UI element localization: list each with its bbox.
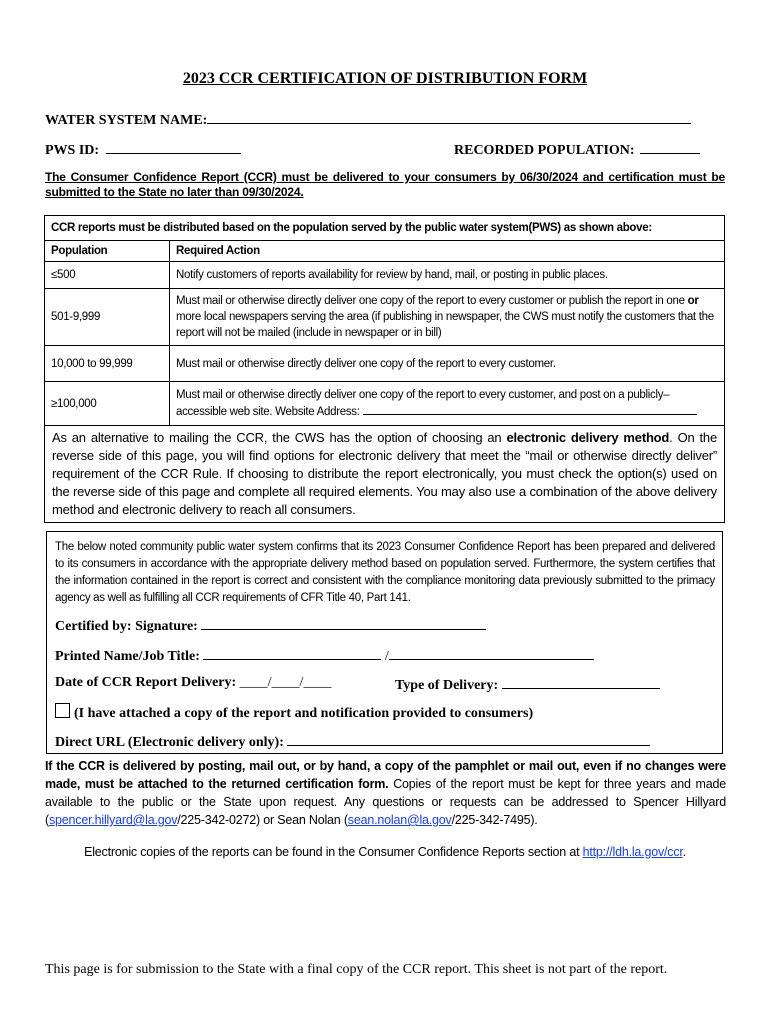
printed-name-row	[55, 646, 594, 665]
certified-by-label: Certified by: Signature:	[55, 619, 198, 634]
email-link-spencer[interactable]: spencer.hillyard@la.gov	[48, 813, 178, 827]
water-system-name-field[interactable]	[207, 110, 691, 124]
email-link-sean[interactable]: sean.nolan@la.gov	[347, 813, 452, 827]
printed-name-separator: /	[384, 649, 389, 664]
electronic-delivery-alternative: As an alternative to mailing the CCR, the CWS has the option of choosing an electronic delivery method. On the reverse side of this page, you will find options for electronic delivery that meet the “mail or otherwise directly deliver” requirement of the CCR Rule. If choosing to distribute the report electronically, you must check the option(s) used on the reverse side of this page and complete all required elements. You may also use a combination of the above delivery method and electronic delivery to reach all consumers.	[45, 426, 725, 523]
action-cell: Must mail or otherwise directly deliver one copy of the report to every customer or publish the report in one or more local newspapers serving the area (if publishing in newspaper, the CWS must notify the customers that the report will not be mailed (include in newspaper or in bill)	[170, 289, 725, 346]
deadline-notice: The Consumer Confidence Report (CCR) must be delivered to your consumers by 06/30/2024 and certification must be submitted to the State no later than 09/30/2024.	[45, 170, 725, 199]
printed-name-label: Printed Name/Job Title:	[55, 649, 200, 664]
pws-id-field[interactable]	[106, 140, 241, 154]
pws-id-label: PWS ID:	[45, 143, 100, 158]
signature-row	[55, 616, 486, 635]
direct-url-field[interactable]	[287, 732, 650, 746]
ccr-website-link[interactable]: http://ldh.la.gov/ccr	[582, 845, 683, 859]
attached-copy-row	[55, 703, 533, 722]
table-row	[45, 262, 725, 289]
population-cell: 10,000 to 99,999	[45, 346, 170, 382]
water-system-name-label: WATER SYSTEM NAME:	[45, 113, 208, 128]
delivery-type-row	[395, 675, 660, 694]
recorded-population-field[interactable]	[640, 140, 700, 154]
table-row	[45, 346, 725, 382]
printed-name-field[interactable]	[203, 646, 381, 660]
website-address-field[interactable]	[363, 403, 697, 415]
direct-url-row	[55, 732, 650, 751]
table-row	[45, 382, 725, 426]
delivery-date-field[interactable]: ____/____/____	[239, 675, 332, 690]
action-cell: Must mail or otherwise directly deliver one copy of the report to every customer.	[170, 346, 725, 382]
signature-field[interactable]	[201, 616, 486, 630]
delivery-date-label: Date of CCR Report Delivery:	[55, 675, 237, 690]
job-title-field[interactable]	[389, 646, 594, 660]
table-intro: CCR reports must be distributed based on the population served by the public water system(PWS) as shown above:	[45, 216, 725, 241]
direct-url-label: Direct URL (Electronic delivery only):	[55, 735, 284, 750]
delivery-date-row	[55, 675, 331, 691]
table-row	[45, 289, 725, 346]
attached-copy-label: (I have attached a copy of the report and notification provided to consumers)	[74, 706, 534, 721]
certification-statement: The below noted community public water system confirms that its 2023 Consumer Confidence Report has been prepared and delivered to its consumers in accordance with the appropriate delivery method based on population served. Furthermore, the system certifies that the information contained in the report is correct and consistent with the compliance monitoring data previously submitted to the primacy agency as well as fulfilling all CCR requirements of CFR Title 40, Part 141.	[55, 541, 715, 604]
pws-id-row	[45, 140, 241, 159]
water-system-name-row	[45, 110, 691, 129]
population-column-header: Population	[45, 241, 170, 262]
electronic-copies-note: Electronic copies of the reports can be found in the Consumer Confidence Reports section at http://ldh.la.gov/ccr.	[84, 845, 686, 859]
required-action-column-header: Required Action	[170, 241, 725, 262]
distribution-requirements-table	[44, 215, 725, 523]
attached-copy-checkbox[interactable]	[55, 703, 70, 718]
recorded-population-label: RECORDED POPULATION:	[454, 143, 635, 158]
population-cell: ≤500	[45, 262, 170, 289]
footer-note: This page is for submission to the State with a final copy of the CCR report. This sheet is not part of the report.	[45, 962, 668, 977]
action-cell: Must mail or otherwise directly deliver one copy of the report to every customer, and post on a publicly–accessible web site. Website Address:	[170, 382, 725, 426]
certification-box	[46, 531, 723, 754]
recorded-population-row	[454, 140, 700, 159]
action-cell: Notify customers of reports availability for review by hand, mail, or posting in public places.	[170, 262, 725, 289]
delivery-type-label: Type of Delivery:	[395, 678, 499, 693]
form-title: 2023 CCR CERTIFICATION OF DISTRIBUTION FORM	[182, 70, 588, 87]
population-cell: 501-9,999	[45, 289, 170, 346]
population-cell: ≥100,000	[45, 382, 170, 426]
delivery-type-field[interactable]	[502, 675, 660, 689]
submission-instructions: If the CCR is delivered by posting, mail out, or by hand, a copy of the pamphlet or mail out, even if no changes were made, must be attached to the returned certification form. Copies of the report must be kept for three years and made available to the public or the State upon request. Any questions or requests can be addressed to Spencer Hillyard (spencer.hillyard@la.gov/225-342-0272) or Sean Nolan (sean.nolan@la.gov/225-342-7495).	[45, 759, 726, 827]
